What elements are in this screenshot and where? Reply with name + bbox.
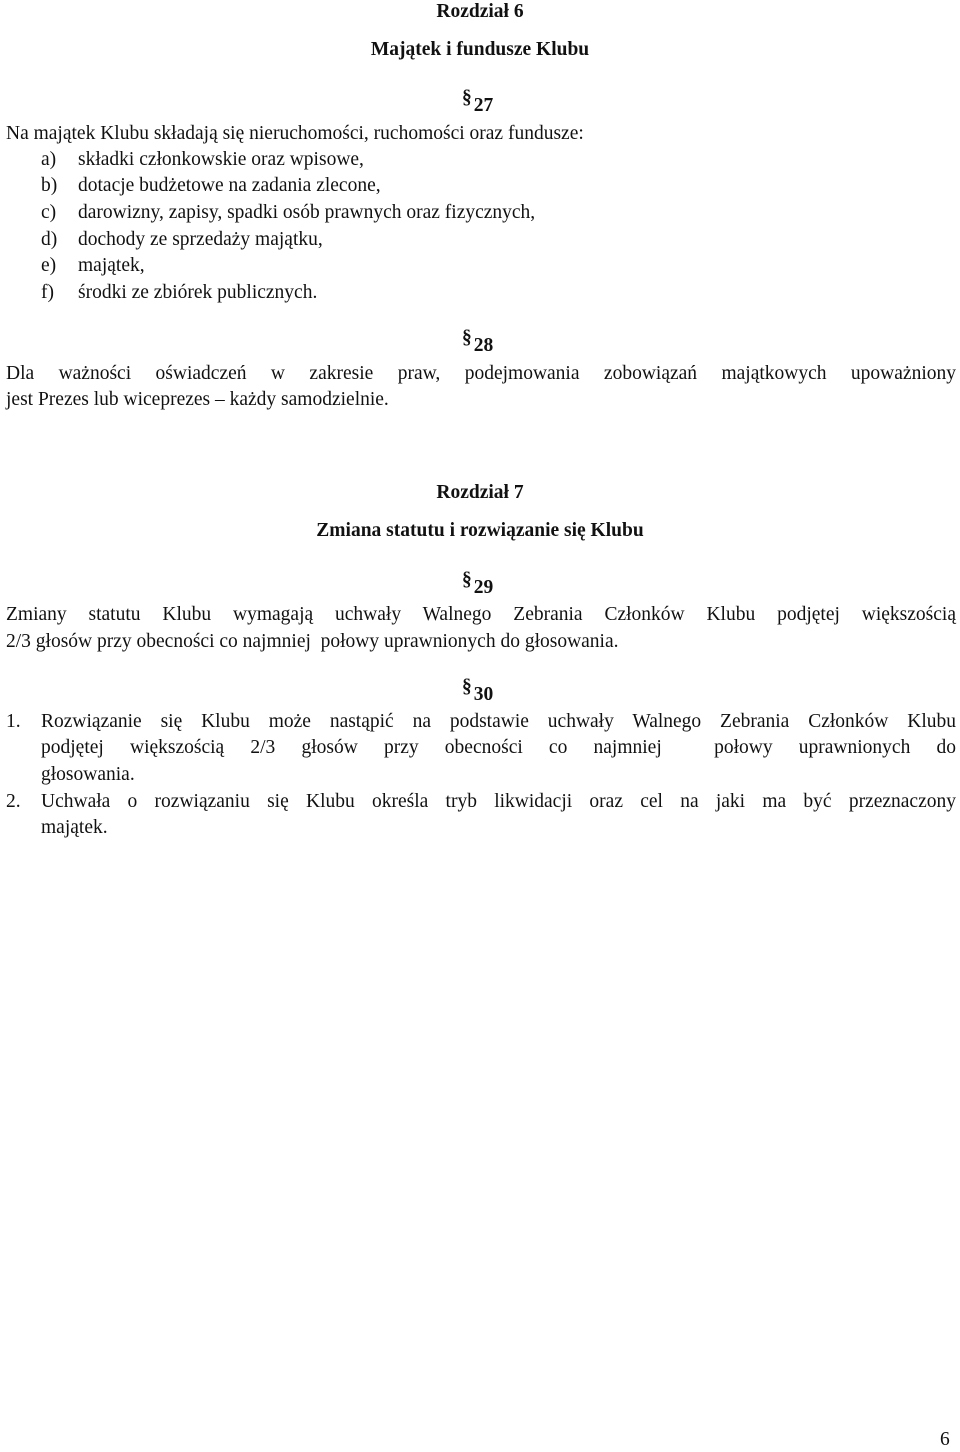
point-number: 2. [6, 791, 21, 812]
list-item-text: majątek, [78, 255, 145, 276]
point-1-line-2: podjętej większością 2/3 głosów przy obecności co najmniej połowy uprawnionych do [41, 737, 956, 758]
section-number: 28 [473, 335, 494, 356]
section-28-line-1: Dla ważności oświadczeń w zakresie praw, podejmowania zobowiązań majątkowych upoważniony [6, 363, 956, 384]
section-28-heading [462, 327, 494, 358]
list-item-letter: e) [41, 255, 57, 276]
list-item-letter: b) [41, 175, 58, 196]
chapter-7-subtitle: Zmiana statutu i rozwiązanie się Klubu [316, 520, 644, 541]
section-mark: § [462, 676, 472, 697]
section-29-line-2: 2/3 głosów przy obecności co najmniej połowy uprawnionych do głosowania. [6, 631, 619, 652]
list-item-text: dochody ze sprzedaży majątku, [78, 229, 323, 250]
section-28-line-2: jest Prezes lub wiceprezes – każdy samodzielnie. [6, 389, 389, 410]
section-30-heading [462, 676, 494, 707]
section-29-line-1: Zmiany statutu Klubu wymagają uchwały Walnego Zebrania Członków Klubu podjętej większością [6, 604, 956, 625]
section-29-heading [462, 569, 494, 600]
list-item-text: środki ze zbiórek publicznych. [78, 282, 318, 303]
point-1-line-3: głosowania. [41, 764, 135, 785]
section-mark: § [462, 87, 472, 108]
point-2-line-1: Uchwała o rozwiązaniu się Klubu określa tryb likwidacji oraz cel na jaki ma być przeznaczony [41, 791, 956, 812]
point-1-line-1: Rozwiązanie się Klubu może nastąpić na podstawie uchwały Walnego Zebrania Członków Klubu [41, 711, 956, 732]
section-mark: § [462, 327, 472, 348]
point-number: 1. [6, 711, 21, 732]
page-number: 6 [940, 1429, 950, 1450]
section-number: 27 [473, 95, 494, 116]
section-27-intro: Na majątek Klubu składają się nieruchomości, ruchomości oraz fundusze: [6, 123, 584, 144]
chapter-6-title: Rozdział 6 [436, 1, 524, 22]
section-mark: § [462, 569, 472, 590]
section-27-heading [462, 87, 494, 118]
list-item-text: składki członkowskie oraz wpisowe, [78, 149, 364, 170]
chapter-6-subtitle: Majątek i fundusze Klubu [370, 39, 590, 60]
list-item-letter: c) [41, 202, 57, 223]
list-item-text: dotacje budżetowe na zadania zlecone, [78, 175, 381, 196]
point-2-line-2: majątek. [41, 817, 108, 838]
list-item-letter: f) [41, 282, 54, 303]
section-number: 29 [473, 577, 494, 598]
chapter-7-title: Rozdział 7 [436, 482, 524, 503]
section-number: 30 [473, 684, 494, 705]
list-item-letter: d) [41, 229, 58, 250]
list-item-letter: a) [41, 149, 57, 170]
list-item-text: darowizny, zapisy, spadki osób prawnych oraz fizycznych, [78, 202, 536, 223]
